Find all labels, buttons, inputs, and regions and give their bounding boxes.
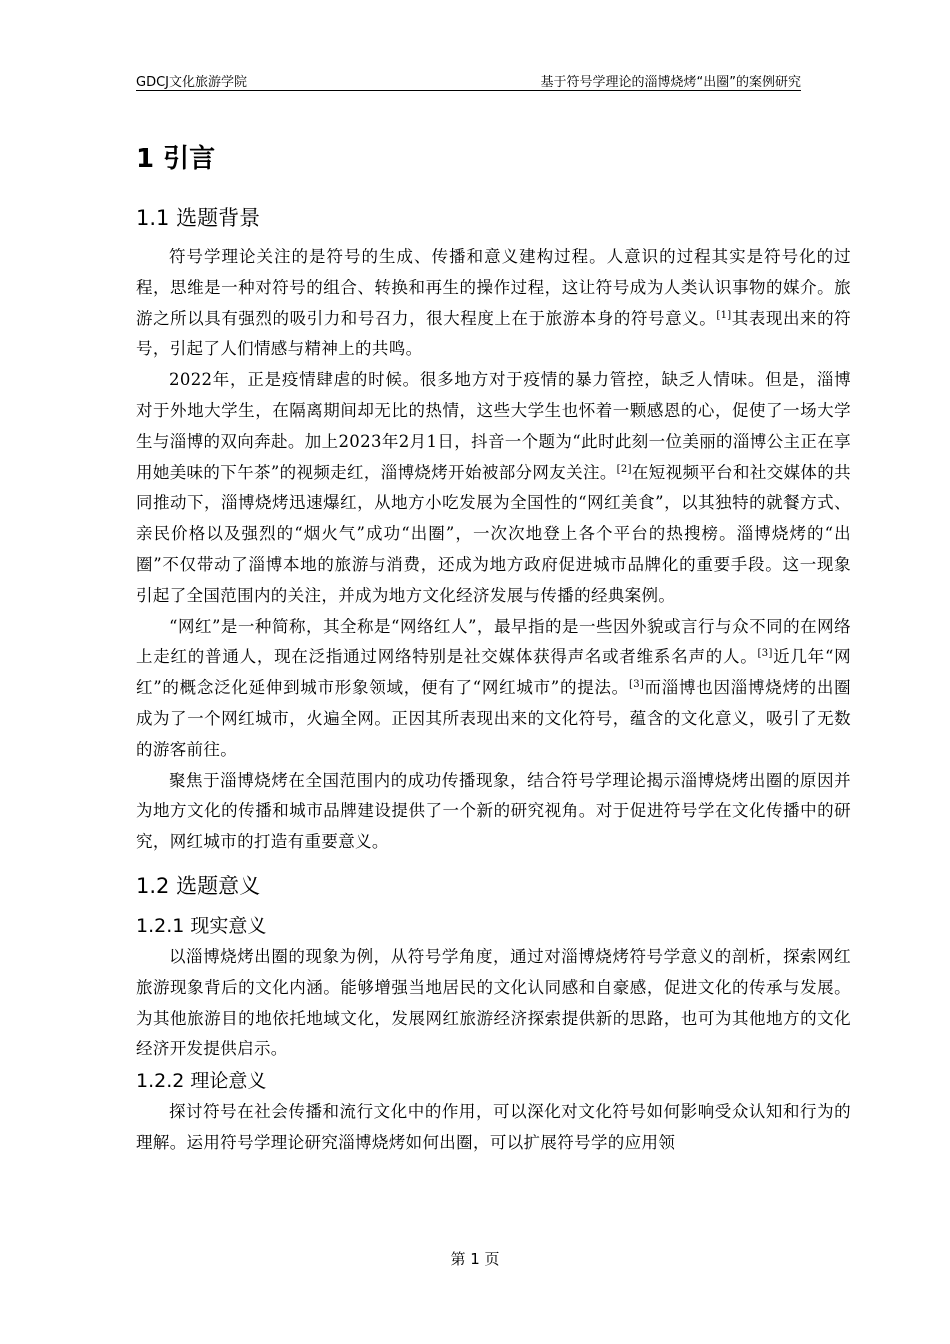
- page-number: 第 1 页: [450, 1250, 500, 1268]
- citation: [2]: [616, 463, 632, 475]
- page-header: [136, 68, 801, 91]
- paragraph: 聚焦于淄博烧烤在全国范围内的成功传播现象，结合符号学理论揭示淄博烧烤出圈的原因并为地方文化的传播和城市品牌建设提供了一个新的研究视角。对于促进符号学在文化传播中的研究，网红城市的打造有重要意义。: [136, 770, 851, 852]
- section-title-1-2: 1.2 选题意义: [136, 873, 261, 898]
- chapter-title: 1 引言: [136, 144, 216, 174]
- header-paper-title: 基于符号学理论的淄博烧烤“出圈”的案例研究: [540, 75, 801, 90]
- paragraph: “网红”是一种简称，其全称是“网络红人”，最早指的是一些因外貌或言行与众不同的在网络上走红的普通人，现在泛指通过网络特别是社交媒体获得声名或者维系名声的人。[3]近几年“网红”的概念泛化延伸到城市形象领域，便有了“网红城市”的提法。[3]而淄博也因淄博烧烤的出圈成为了一个网红城市，火遍全网。正因其所表现出来的文化符号，蕴含的文化意义，吸引了无数的游客前往。: [136, 616, 852, 759]
- paragraph: 以淄博烧烤出圈的现象为例，从符号学角度，通过对淄博烧烤符号学意义的剖析，探索网红旅游现象背后的文化内涵。能够增强当地居民的文化认同感和自豪感，促进文化的传承与发展。为其他旅游目的地依托地域文化，发展网红旅游经济探索提供新的思路，也可为其他地方的文化经济开发提供启示。: [136, 946, 851, 1059]
- paragraph: 符号学理论关注的是符号的生成、传播和意义建构过程。人意识的过程其实是符号化的过程，思维是一种对符号的组合、转换和再生的操作过程，这让符号成为人类认识事物的媒介。旅游之所以具有强烈的吸引力和号召力，很大程度上在于旅游本身的符号意义。[1]其表现出来的符号，引起了人们情感与精神上的共鸣。: [136, 247, 852, 359]
- subsection-title-1-2-2: 1.2.2 理论意义: [136, 1070, 267, 1093]
- paragraph: 2022年，正是疫情肆虐的时候。很多地方对于疫情的暴力管控，缺乏人情味。但是，淄博对于外地大学生，在隔离期间却无比的热情，这些大学生也怀着一颗感恩的心，促使了一场大学生与淄博的双向奔赴。加上2023年2月1日，抖音一个题为“此时此刻一位美丽的淄博公主正在享用她美味的下午茶”的视频走红，淄博烧烤开始被部分网友关注。[2]在短视频平台和社交媒体的共同推动下，淄博烧烤迅速爆红，从地方小吃发展为全国性的“网红美食”，以其独特的就餐方式、亲民价格以及强烈的“烟火气”成功“出圈”，一次次地登上各个平台的热搜榜。淄博烧烤的“出圈”不仅带动了淄博本地的旅游与消费，还成为地方政府促进城市品牌化的重要手段。这一现象引起了全国范围内的关注，并成为地方文化经济发展与传播的经典案例。: [136, 370, 851, 605]
- subsection-title-1-2-1: 1.2.1 现实意义: [136, 914, 267, 937]
- citation: [1]: [716, 309, 732, 321]
- page-content: [136, 138, 851, 1159]
- section-title-1-1: 1.1 选题背景: [136, 206, 261, 230]
- paragraph: 探讨符号在社会传播和流行文化中的作用，可以深化对文化符号如何影响受众认知和行为的理解。运用符号学理论研究淄博烧烤如何出圈，可以扩展符号学的应用领: [136, 1102, 851, 1152]
- citation: [3]: [628, 679, 645, 691]
- citation: [3]: [757, 648, 773, 660]
- header-institution: GDCJ文化旅游学院: [136, 75, 247, 90]
